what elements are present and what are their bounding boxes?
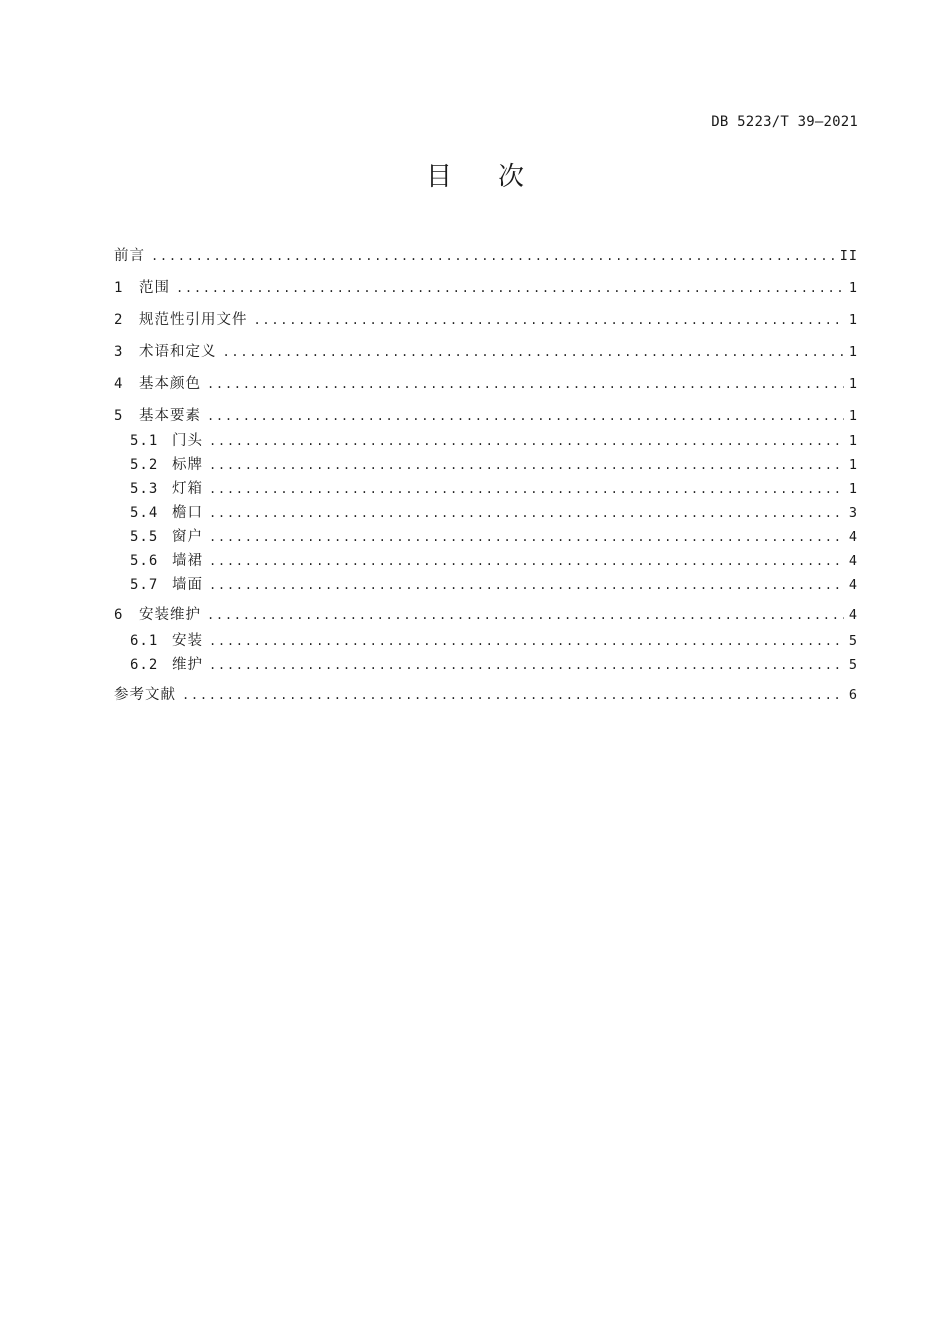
toc-entry-label: 规范性引用文件 xyxy=(139,312,248,328)
toc-dot-leader xyxy=(254,310,845,330)
toc-entry-number: 6.2 xyxy=(130,657,159,673)
toc-dot-leader xyxy=(209,455,844,475)
toc-entry-page: 1 xyxy=(848,376,858,392)
toc-entry-number: 6 xyxy=(114,607,124,623)
toc-entry-2[interactable] xyxy=(114,310,858,330)
toc-dot-leader xyxy=(207,406,844,426)
toc-entry-page: 3 xyxy=(848,505,858,521)
toc-entry-label: 基本颜色 xyxy=(139,376,201,392)
toc-entry-number: 5.3 xyxy=(130,481,159,497)
toc-entry-page: 1 xyxy=(848,280,858,296)
toc-entry-6-2[interactable] xyxy=(130,655,858,675)
toc-entry-page: II xyxy=(839,248,858,264)
toc-entry-label: 安装 xyxy=(172,633,203,649)
toc-entry-page: 4 xyxy=(848,529,858,545)
toc-dot-leader xyxy=(209,431,844,451)
toc-entry-6[interactable] xyxy=(114,605,858,625)
toc-entry-number: 3 xyxy=(114,344,124,360)
toc-dot-leader xyxy=(176,278,844,298)
toc-entry-5-1[interactable] xyxy=(130,431,858,451)
toc-entry-3[interactable] xyxy=(114,342,858,362)
toc-entry-label: 窗户 xyxy=(172,529,203,545)
toc-entry-number: 5.4 xyxy=(130,505,159,521)
toc-entry-5-7[interactable] xyxy=(130,575,858,595)
toc-entry-number: 5.2 xyxy=(130,457,159,473)
toc-entry-5-5[interactable] xyxy=(130,527,858,547)
toc-entry-page: 4 xyxy=(848,577,858,593)
toc-dot-leader xyxy=(209,527,844,547)
toc-dot-leader xyxy=(207,605,844,625)
toc-entry-page: 4 xyxy=(848,607,858,623)
toc-entry-label: 墙面 xyxy=(172,577,203,593)
toc-entry-label: 基本要素 xyxy=(139,408,201,424)
toc-entry-label: 术语和定义 xyxy=(139,344,217,360)
toc-entry-label: 前言 xyxy=(114,248,145,264)
toc-dot-leader xyxy=(209,575,844,595)
toc-entry-label: 门头 xyxy=(172,433,203,449)
toc-entry-number: 5.1 xyxy=(130,433,159,449)
toc-entry-5-6[interactable] xyxy=(130,551,858,571)
toc-entry-5-3[interactable] xyxy=(130,479,858,499)
toc-entry-number: 5.6 xyxy=(130,553,159,569)
toc-entry-1[interactable] xyxy=(114,278,858,298)
toc-dot-leader xyxy=(209,655,844,675)
toc-dot-leader xyxy=(209,551,844,571)
toc-entry-page: 1 xyxy=(848,408,858,424)
toc-entry-number: 6.1 xyxy=(130,633,159,649)
toc-dot-leader xyxy=(209,631,844,651)
toc-entry-label: 标牌 xyxy=(172,457,203,473)
toc-entry-label: 范围 xyxy=(139,280,170,296)
page-title: 目次 xyxy=(425,162,570,192)
toc-dot-leader xyxy=(209,479,844,499)
toc-entry-number: 5.5 xyxy=(130,529,159,545)
toc-dot-leader xyxy=(151,246,836,266)
toc-entry-page: 6 xyxy=(848,687,858,703)
toc-entry-bibliography[interactable] xyxy=(114,685,858,705)
toc-entry-number: 1 xyxy=(114,280,124,296)
toc-dot-leader xyxy=(207,374,844,394)
toc-entry-number: 2 xyxy=(114,312,124,328)
toc-entry-page: 1 xyxy=(848,344,858,360)
toc-entry-number: 4 xyxy=(114,376,124,392)
toc-entry-label: 檐口 xyxy=(172,505,203,521)
toc-dot-leader xyxy=(182,685,844,705)
document-code: DB 5223/T 39—2021 xyxy=(711,114,858,130)
toc-entry-page: 5 xyxy=(848,657,858,673)
toc-entry-6-1[interactable] xyxy=(130,631,858,651)
toc-entry-5[interactable] xyxy=(114,406,858,426)
toc-dot-leader xyxy=(209,503,844,523)
toc-entry-4[interactable] xyxy=(114,374,858,394)
toc-entry-page: 1 xyxy=(848,457,858,473)
toc-dot-leader xyxy=(223,342,845,362)
toc-entry-number: 5.7 xyxy=(130,577,159,593)
toc-entry-label: 维护 xyxy=(172,657,203,673)
toc-entry-page: 4 xyxy=(848,553,858,569)
toc-entry-5-4[interactable] xyxy=(130,503,858,523)
toc-entry-label: 安装维护 xyxy=(139,607,201,623)
toc-entry-5-2[interactable] xyxy=(130,455,858,475)
toc-entry-page: 1 xyxy=(848,481,858,497)
toc-entry-page: 5 xyxy=(848,633,858,649)
toc-entry-foreword[interactable] xyxy=(114,246,858,266)
toc-entry-label: 参考文献 xyxy=(114,687,176,703)
toc-entry-page: 1 xyxy=(848,312,858,328)
toc-entry-page: 1 xyxy=(848,433,858,449)
toc-entry-number: 5 xyxy=(114,408,124,424)
toc-entry-label: 墙裙 xyxy=(172,553,203,569)
toc-entry-label: 灯箱 xyxy=(172,481,203,497)
